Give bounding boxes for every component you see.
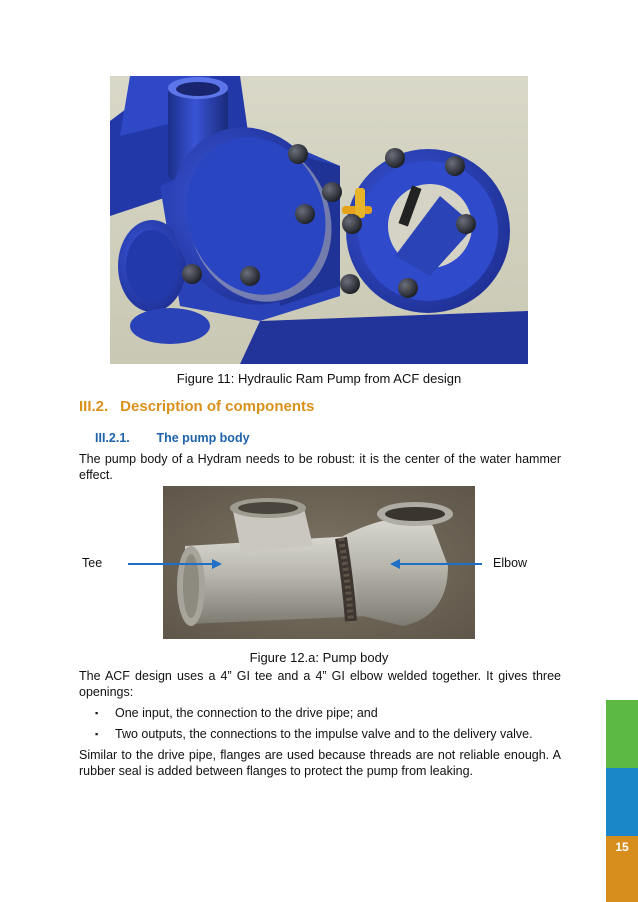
bullet-icon: ▪ — [95, 729, 99, 739]
paragraph-acf-design: The ACF design uses a 4” GI tee and a 4” GI elbow welded together. It gives three openings: — [79, 669, 561, 699]
page-number: 15 — [615, 840, 629, 854]
side-bar-green — [606, 700, 638, 768]
side-bar-blue — [606, 768, 638, 836]
section-title: Description of components — [120, 398, 315, 415]
section-number: III.2. — [79, 398, 109, 415]
list-item-text: One input, the connection to the drive pipe; and — [115, 706, 378, 720]
paragraph-flanges: Similar to the drive pipe, flanges are used because threads are not reliable enough. A rubber seal is added between flanges to protect the pump from leaking. — [79, 748, 561, 778]
bullet-icon: ▪ — [95, 708, 99, 718]
subsection-title: The pump body — [156, 431, 250, 445]
paragraph-pump-body: The pump body of a Hydram needs to be robust: it is the center of the water hammer effect. — [79, 452, 561, 482]
subsection-number: III.2.1. — [95, 431, 130, 445]
section-heading — [79, 398, 314, 415]
label-elbow: Elbow — [493, 556, 528, 570]
arrow-to-tee — [128, 559, 222, 569]
figure-12-caption: Figure 12.a: Pump body — [249, 650, 389, 665]
list-item — [95, 705, 565, 721]
arrow-to-elbow — [390, 559, 482, 569]
figure-11-pump-render — [110, 76, 528, 364]
list-item-text: Two outputs, the connections to the impulse valve and to the delivery valve. — [115, 727, 533, 741]
subsection-heading — [95, 431, 250, 445]
figure-11-caption: Figure 11: Hydraulic Ram Pump from ACF design — [176, 371, 462, 386]
list-item — [95, 726, 565, 742]
pointer-arrows — [120, 552, 490, 578]
label-tee: Tee — [82, 556, 103, 570]
openings-list — [95, 705, 565, 747]
